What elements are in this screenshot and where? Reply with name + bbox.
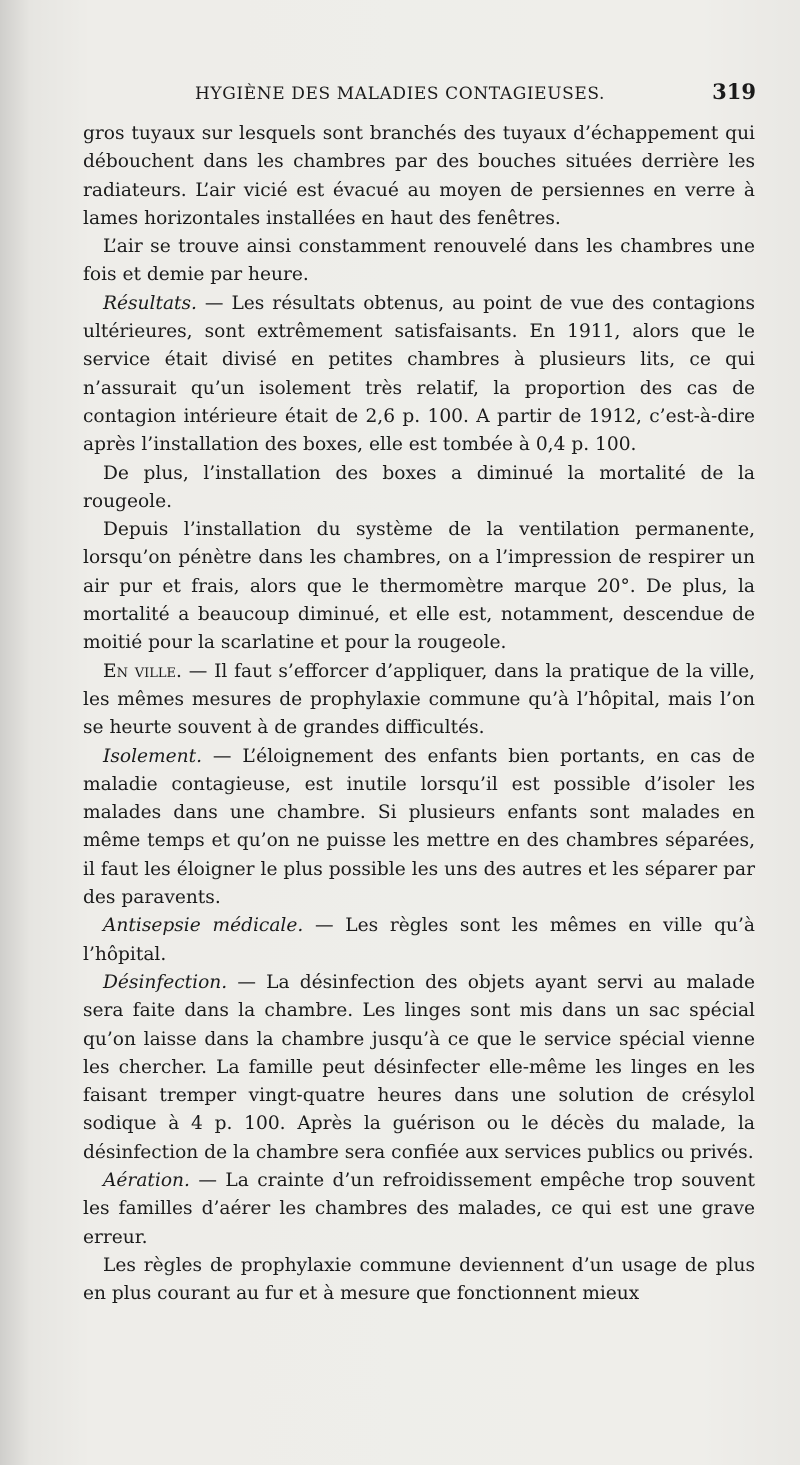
paragraph	[83, 912, 755, 969]
paragraph	[83, 120, 755, 233]
paragraph	[83, 516, 755, 657]
paragraph	[83, 743, 755, 913]
paragraph	[83, 969, 755, 1167]
page-number: 319	[712, 79, 756, 104]
paragraph-text: Les règles de prophylaxie commune deviennent d’un usage de plus en plus courant au fur et à mesure que fonctionnent mieux	[83, 1254, 755, 1305]
paragraph-text: — La désinfection des objets ayant servi au malade sera faite dans la chambre. Les linges sont mis dans un sac spécial qu’on laisse dans la chambre jusqu’à ce que le service spécial vienne les chercher. La famille peut désinfecter elle-même les linges en les faisant tremper vingt-quatre heures dans une solution de crésylol sodique à 4 p. 100. Après la guérison ou le décès du malade, la désinfection de la chambre sera confiée aux services publics ou privés.	[83, 971, 755, 1163]
paragraph	[83, 290, 755, 460]
paragraph	[83, 233, 755, 290]
paragraph-heading: Isolement.	[103, 745, 203, 767]
paragraph-heading: Antisepsie médicale.	[103, 915, 304, 937]
paragraph-heading: Résultats.	[103, 292, 197, 314]
paragraph-text: gros tuyaux sur lesquels sont branchés des tuyaux d’échappement qui débouchent dans les chambres par des bouches situées derrière les radiateurs. L’air vicié est évacué au moyen de persiennes en verre à lames horizontales installées en haut des fenêtres.	[83, 123, 755, 229]
body-text	[83, 120, 755, 1308]
paragraph-text: Depuis l’installation du système de la ventilation permanente, lorsqu’on pénètre dans les chambres, on a l’impression de respirer un air pur et frais, alors que le thermomètre marque 20°. De plus, la mortalité a beaucoup diminué, et elle est, notamment, descendue de moitié pour la scarlatine et pour la rougeole.	[83, 519, 755, 654]
paragraph-text: — Il faut s’efforcer d’appliquer, dans la pratique de la ville, les mêmes mesures de prophylaxie commune qu’à l’hôpital, mais l’on se heurte souvent à de grandes difficultés.	[83, 660, 755, 739]
paragraph	[83, 1252, 755, 1309]
paragraph	[83, 658, 755, 743]
paragraph	[83, 1167, 755, 1252]
section-heading: En ville.	[103, 660, 182, 682]
page-header	[0, 79, 800, 118]
paragraph-text: — Les résultats obtenus, au point de vue des contagions ultérieures, sont extrêmement satisfaisants. En 1911, alors que le service était divisé en petites chambres à plusieurs lits, ce qui n’assurait qu’un isolement très relatif, la proportion des cas de contagion intérieure était de 2,6 p. 100. A partir de 1912, c’est-à-dire après l’installation des boxes, elle est tombée à 0,4 p. 100.	[83, 292, 755, 456]
running-title: HYGIÈNE DES MALADIES CONTAGIEUSES.	[195, 84, 606, 104]
paragraph-heading: Aération.	[103, 1169, 190, 1191]
paragraph-text: — L’éloignement des enfants bien portants, en cas de maladie contagieuse, est inutile lorsqu’il est possible d’isoler les malades dans une chambre. Si plusieurs enfants sont malades en même temps et qu’on ne puisse les mettre en des chambres séparées, il faut les éloigner le plus possible les uns des autres et les séparer par des paravents.	[83, 745, 755, 909]
paragraph-text: L’air se trouve ainsi constamment renouvelé dans les chambres une fois et demie par heure.	[83, 236, 755, 286]
paragraph-text: De plus, l’installation des boxes a diminué la mortalité de la rougeole.	[83, 462, 755, 512]
paragraph-heading: Désinfection.	[103, 971, 228, 993]
paragraph-text: — La crainte d’un refroidissement empêche trop souvent les familles d’aérer les chambres des malades, ce qui est une grave erreur.	[83, 1169, 755, 1248]
paragraph-text: — Les règles sont les mêmes en ville qu’à l’hôpital.	[83, 915, 755, 965]
paragraph	[83, 460, 755, 517]
